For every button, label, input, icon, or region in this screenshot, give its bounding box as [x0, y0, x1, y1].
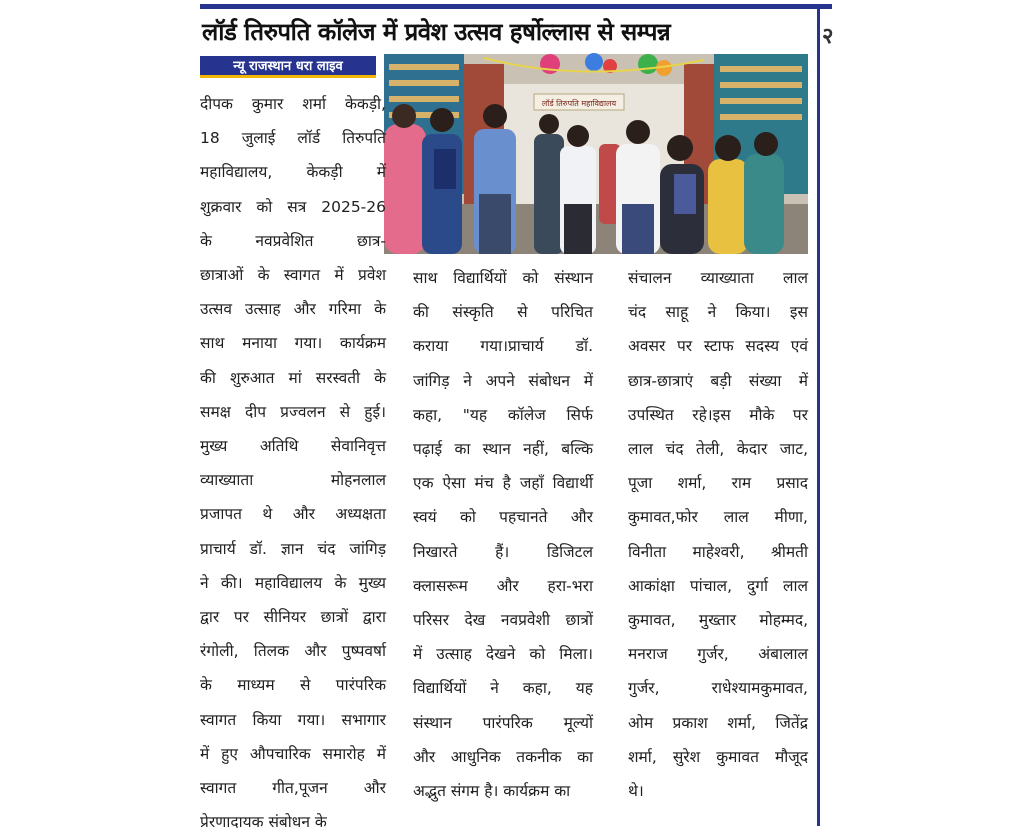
article-line: गुर्जर, राधेश्यामकुमावत,	[628, 679, 808, 698]
article-line: थे।	[628, 782, 644, 801]
article-line: अवसर पर स्टाफ सदस्य एवं	[628, 337, 808, 356]
article-line: साथ विद्यार्थियों को संस्थान	[413, 269, 593, 287]
event-photo	[384, 54, 808, 254]
article-line: साथ मनाया गया। कार्यक्रम	[200, 334, 386, 353]
article-line: कहा, "यह कॉलेज सिर्फ	[413, 405, 593, 424]
article-line: उपस्थित रहे।इस मौके पर	[628, 405, 808, 424]
article-line: की संस्कृति से परिचित	[413, 303, 593, 322]
headline: लॉर्ड तिरुपति कॉलेज में प्रवेश उत्सव हर्षोल्लास से सम्पन्न	[202, 18, 671, 46]
article-line: 18 जुलाई लॉर्ड तिरुपति	[200, 129, 386, 148]
article-line: प्रेरणादायक संबोधन के	[200, 813, 327, 832]
article-line: स्वागत गीत,पूजन और	[200, 779, 386, 798]
article-line: मनराज गुर्जर, अंबालाल	[628, 645, 808, 664]
article-line: द्वार पर सीनियर छात्रों द्वारा	[200, 608, 386, 627]
article-line: व्याख्याता मोहनलाल	[200, 471, 386, 490]
article-line: एक ऐसा मंच है जहाँ विद्यार्थी	[413, 474, 593, 493]
article-line: की शुरुआत मां सरस्वती के	[200, 368, 386, 387]
top-rule	[200, 4, 832, 9]
article-column-3	[628, 261, 808, 808]
article-line: संस्थान पारंपरिक मूल्यों	[413, 713, 593, 732]
photo-banner-text: लॉर्ड तिरुपति महाविद्यालय	[541, 99, 617, 108]
article-line: अद्भुत संगम है। कार्यक्रम का	[413, 782, 571, 801]
article-column-2	[413, 261, 593, 808]
next-article-edge: २	[822, 24, 834, 49]
article-line: कराया गया।प्राचार्य डॉ.	[413, 337, 593, 356]
article-line: कुमावत,फोर लाल मीणा,	[628, 508, 808, 527]
article-line: शर्मा, सुरेश कुमावत मौजूद	[628, 747, 808, 766]
article-column-1	[200, 87, 386, 839]
article-line: ओम प्रकाश शर्मा, जितेंद्र	[628, 713, 808, 732]
article-line: के माध्यम से पारंपरिक	[200, 676, 386, 695]
article-line: प्रजापत थे और अध्यक्षता	[200, 505, 386, 524]
article-line: में उत्साह देखने को मिला।	[413, 645, 593, 664]
article-line: संचालन व्याख्याता लाल	[628, 269, 808, 287]
article-line: छात्राओं के स्वागत में प्रवेश	[200, 266, 386, 285]
article-line: शुक्रवार को सत्र 2025-26	[200, 197, 386, 216]
article-line: समक्ष दीप प्रज्वलन से हुई।	[200, 402, 386, 421]
article-line: दीपक कुमार शर्मा केकड़ी,	[200, 95, 386, 113]
article-line: चंद साहू ने किया। इस	[628, 303, 808, 322]
article-line: निखारते हैं। डिजिटल	[413, 542, 593, 561]
byline-badge: न्यू राजस्थान धरा लाइव	[200, 56, 376, 78]
article-line: मुख्य अतिथि सेवानिवृत्त	[200, 437, 386, 456]
article-line: विनीता माहेश्वरी, श्रीमती	[628, 542, 808, 561]
article-line: स्वयं को पहचानते और	[413, 508, 593, 527]
column-divider	[817, 4, 820, 826]
article-line: क्लासरूम और हरा-भरा	[413, 576, 593, 595]
article-line: पढ़ाई का स्थान नहीं, बल्कि	[413, 440, 593, 459]
article-line: परिसर देख नवप्रवेशी छात्रों	[413, 611, 593, 630]
article-line: प्राचार्य डॉ. ज्ञान चंद जांगिड़	[200, 539, 386, 558]
article-line: महाविद्यालय, केकड़ी में	[200, 163, 386, 182]
article-line: विद्यार्थियों ने कहा, यह	[413, 679, 593, 698]
article-line: और आधुनिक तकनीक का	[413, 747, 593, 766]
article-line: आकांक्षा पांचाल, दुर्गा लाल	[628, 576, 808, 595]
article-line: कुमावत, मुख्तार मोहम्मद,	[628, 611, 808, 630]
article-line: जांगिड़ ने अपने संबोधन में	[413, 371, 593, 390]
event-photo-icon	[384, 54, 808, 254]
article-line: रंगोली, तिलक और पुष्पवर्षा	[200, 642, 386, 661]
article-line: उत्सव उत्साह और गरिमा के	[200, 300, 386, 319]
article-line: पूजा शर्मा, राम प्रसाद	[628, 474, 808, 493]
article-line: में हुए औपचारिक समारोह में	[200, 744, 386, 763]
article-line: स्वागत किया गया। सभागार	[200, 710, 386, 729]
article-line: छात्र-छात्राएं बड़ी संख्या में	[628, 371, 808, 390]
article-line: लाल चंद तेली, केदार जाट,	[628, 440, 808, 459]
article-line: ने की। महाविद्यालय के मुख्य	[200, 573, 386, 592]
article-line: के नवप्रवेशित छात्र-	[200, 231, 386, 250]
